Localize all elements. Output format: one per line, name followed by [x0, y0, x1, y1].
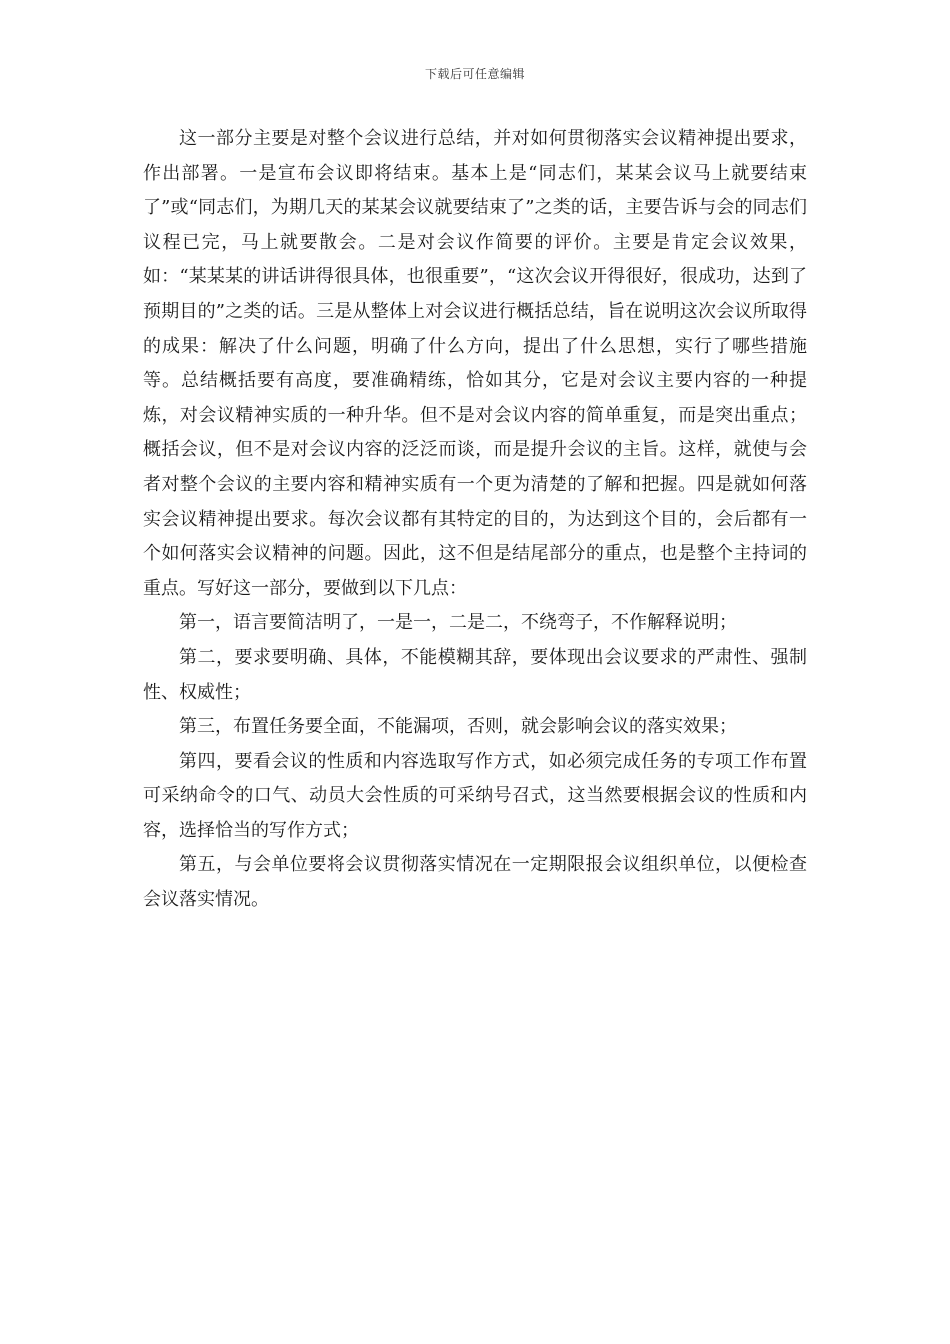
paragraph-point-3: 第三，布置任务要全面，不能漏项，否则，就会影响会议的落实效果； — [179, 716, 737, 738]
paragraph-point-1: 第一，语言要简洁明了，一是一，二是二，不绕弯子，不作解释说明； — [179, 612, 737, 634]
paragraph-point-5: 第五，与会单位要将会议贯彻落实情况在一定期限报会议组织单位，以便检查会议落实情况。 — [143, 854, 807, 911]
paragraph-point-2: 第二，要求要明确、具体，不能模糊其辞，要体现出会议要求的严肃性、强制性、权威性； — [143, 646, 807, 703]
paragraph-point-4: 第四，要看会议的性质和内容选取写作方式，如必须完成任务的专项工作布置可采纳命令的口气、动员大会性质的可采纳号召式，这当然要根据会议的性质和内容，选择恰当的写作方式； — [143, 750, 807, 841]
paragraph-summary: 这一部分主要是对整个会议进行总结，并对如何贯彻落实会议精神提出要求，作出部署。一是宣布会议即将结束。基本上是“同志们，某某会议马上就要结束了”或“同志们，为期几天的某某会议就要结束了”之类的话，主要告诉与会的同志们议程已完，马上就要散会。二是对会议作简要的评价。主要是肯定会议效果，如：“某某某的讲话讲得很具体，也很重要”，“这次会议开得很好，很成功，达到了预期目的”之类的话。三是从整体上对会议进行概括总结，旨在说明这次会议所取得的成果：解决了什么问题，明确了什么方向，提出了什么思想，实行了哪些措施等。总结概括要有高度，要准确精练，恰如其分，它是对会议主要内容的一种提炼，对会议精神实质的一种升华。但不是对会议内容的简单重复，而是突出重点；概括会议，但不是对会议内容的泛泛而谈，而是提升会议的主旨。这样，就使与会者对整个会议的主要内容和精神实质有一个更为清楚的了解和把握。四是就如何落实会议精神提出要求。每次会议都有其特定的目的，为达到这个目的，会后都有一个如何落实会议精神的问题。因此，这不但是结尾部分的重点，也是整个主持词的重点。写好这一部分，要做到以下几点： — [143, 128, 807, 599]
page-header: 下载后可任意编辑 — [424, 67, 525, 81]
document-body — [143, 122, 807, 918]
